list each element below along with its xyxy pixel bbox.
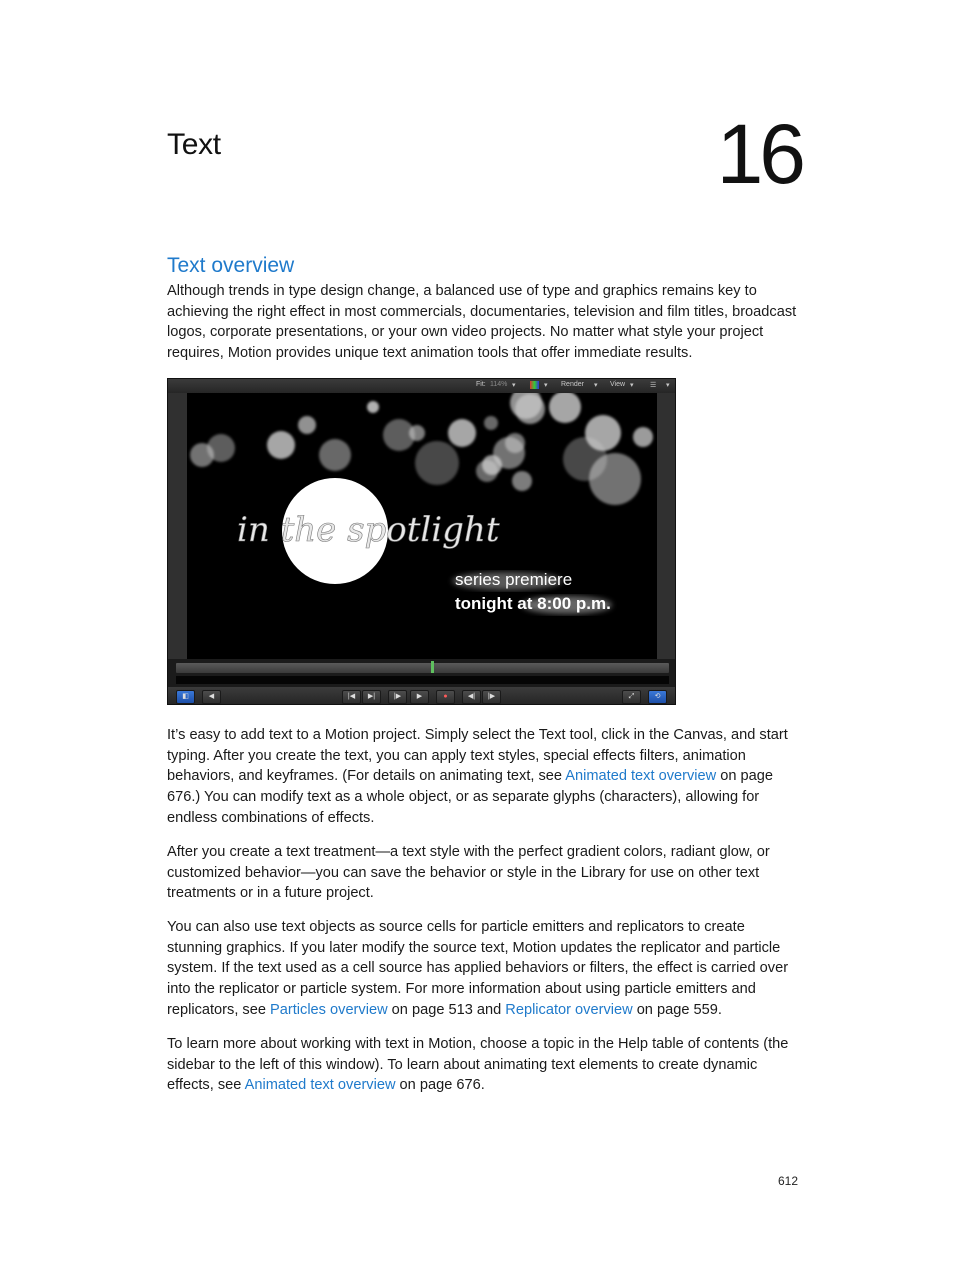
go-to-start-icon[interactable]: |◀	[342, 690, 361, 704]
play-range-icon[interactable]: |▶	[388, 690, 407, 704]
canvas-line-2: tonight at 8:00 p.m.	[455, 594, 611, 613]
p1-text-b: on page 676.) You can modify text as a whole object, or as separate glyphs (characters), allowing for endless combinations of effects.	[167, 768, 773, 826]
p4-text-a: To learn more about working with text in Motion, choose a topic in the Help table of contents (the sidebar to the left of this window). To learn about animating text elements to create dynamic effects, see	[167, 1036, 789, 1094]
p3-text-a: You can also use text objects as source cells for particle emitters and replicators to create stunning graphics. If you later modify the source text, Motion updates the replicator and particle system. If the text used as a cell source has applied behaviors or filters, the effect is carried over into the replicator or particle system. For more information about using particle emitters and replicators, see	[167, 919, 789, 1018]
show-timing-pane-icon[interactable]: ◧	[176, 690, 195, 704]
intro-paragraph: Although trends in type design change, a balanced use of type and graphics remains key to achieving the right effect in most commercials, documentaries, television and film titles, broadcast logos, corporate presentations, or your own video projects. No matter what style your project requires, Motion provides unique text animation tools that offer immediate results.	[167, 283, 797, 362]
play-icon[interactable]: ▶	[410, 690, 429, 704]
p3-text-c: on page 559.	[632, 1001, 722, 1018]
channels-dropdown-icon[interactable]: ▾	[544, 382, 548, 389]
transport-controls	[168, 687, 675, 705]
motion-canvas-figure	[167, 378, 676, 705]
color-channels-icon[interactable]	[530, 381, 539, 389]
view-dropdown-icon[interactable]: ▾	[630, 382, 634, 389]
view-menu[interactable]: View	[610, 381, 626, 388]
p1-text-a: It’s easy to add text to a Motion project. Simply select the Text tool, click in the Canvas, and start typing. After you create the text, you can apply text styles, special effects filters, animation behaviors, and keyframes. (For details on animating text, see	[167, 727, 788, 785]
loop-icon[interactable]: ⟲	[648, 690, 667, 704]
previous-frame-icon[interactable]: ◀|	[462, 690, 481, 704]
chapter-number: 16	[716, 107, 802, 201]
canvas-line-1: series premiere	[455, 570, 573, 589]
p4-text-b: on page 676.	[395, 1077, 485, 1094]
particles-overview-link[interactable]: Particles overview	[270, 1001, 388, 1018]
canvas-toolbar	[168, 379, 675, 393]
fit-label: Fit:	[476, 381, 486, 388]
layout-dropdown-icon[interactable]: ▾	[666, 382, 670, 389]
canvas[interactable]	[187, 393, 657, 659]
section-heading: Text overview	[167, 254, 295, 277]
audio-icon[interactable]: ◀	[202, 690, 221, 704]
mini-timeline	[168, 659, 675, 687]
next-frame-icon[interactable]: |▶	[482, 690, 501, 704]
animated-text-overview-link-2[interactable]: Animated text overview	[244, 1077, 396, 1094]
paragraph-particles	[167, 917, 797, 1021]
animated-text-overview-link[interactable]: Animated text overview	[565, 768, 717, 785]
playhead[interactable]	[431, 661, 434, 673]
go-to-end-icon[interactable]: ▶|	[362, 690, 381, 704]
p3-text-b: on page 513 and	[387, 1001, 506, 1018]
chapter-title: Text	[167, 128, 221, 161]
timeline-scrubber[interactable]	[176, 663, 669, 673]
script-title-text: in the spotlight	[237, 510, 500, 550]
page-number: 612	[777, 1174, 798, 1188]
canvas-area	[168, 393, 675, 659]
paragraph-add-text	[167, 725, 797, 829]
full-screen-icon[interactable]: ⤢	[622, 690, 641, 704]
replicator-overview-link[interactable]: Replicator overview	[505, 1001, 633, 1018]
record-icon[interactable]: ●	[436, 690, 455, 704]
fit-dropdown-icon[interactable]: ▾	[512, 382, 516, 389]
layout-menu-icon[interactable]: ☰	[650, 382, 657, 389]
render-dropdown-icon[interactable]: ▾	[594, 382, 598, 389]
bokeh-particles	[190, 393, 653, 505]
paragraph-learn-more	[167, 1034, 797, 1096]
canvas-artwork	[187, 393, 657, 659]
timeline-track[interactable]	[176, 676, 669, 684]
paragraph-text-treatment: After you create a text treatment—a text style with the perfect gradient colors, radiant glow, or customized behavior—you can save the behavior or style in the Library for use on other text treatments or in a future project.	[167, 844, 770, 902]
fit-value[interactable]: 114%	[490, 381, 508, 388]
render-menu[interactable]: Render	[561, 381, 584, 388]
